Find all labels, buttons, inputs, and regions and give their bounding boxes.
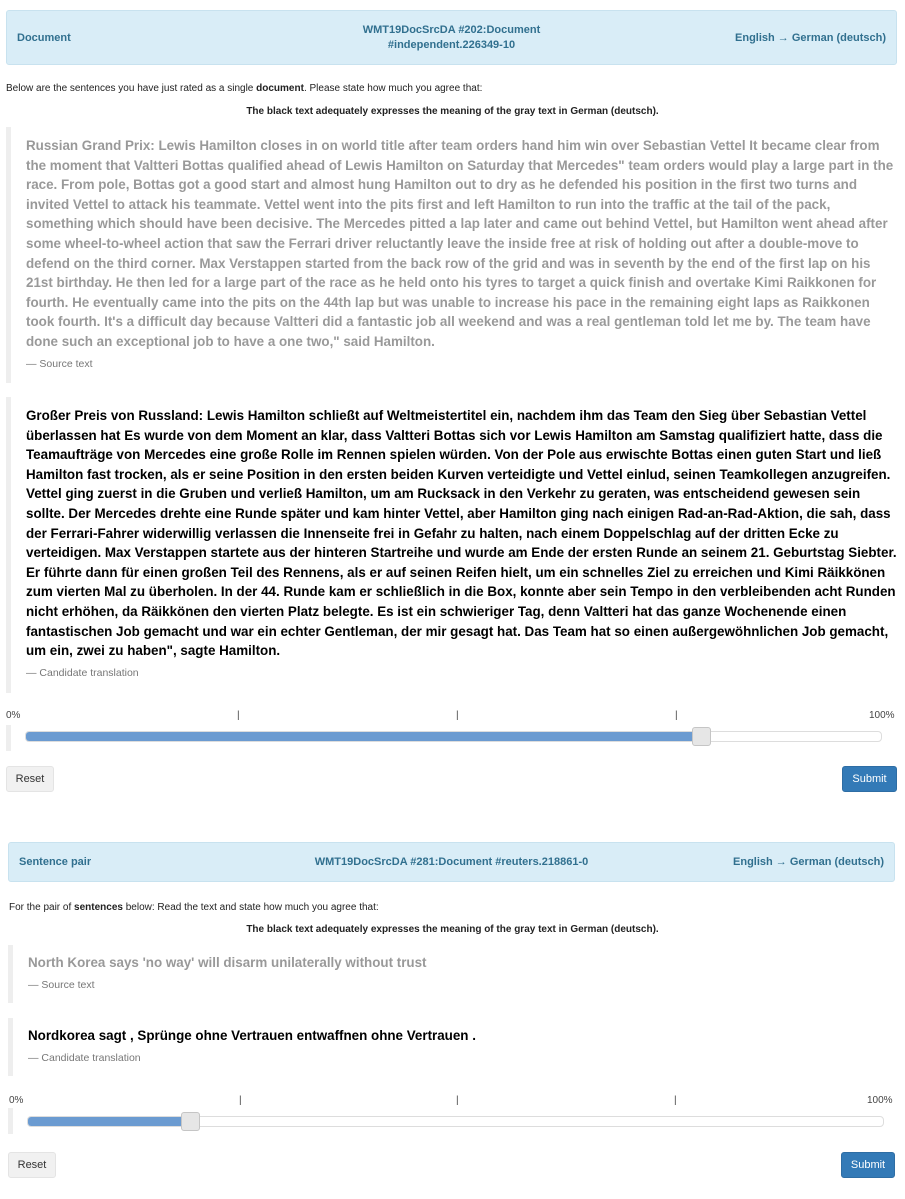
panel2-slider-track[interactable] [27,1116,884,1127]
panel1-slider-min-label: 0% [6,710,21,721]
panel1-instruction [6,83,482,94]
panel1-source-footer: — Source text [26,357,93,370]
panel2-slider-fill [28,1117,190,1126]
panel2-claim: The black text adequately expresses the meaning of the gray text in German (deutsch). [246,924,659,935]
panel1-slider-tick-50: | [456,710,459,721]
panel1-slider-max-label: 100% [869,710,895,721]
panel1-source-text: Russian Grand Prix: Lewis Hamilton closes in on world title after team orders hand him win over Sebastian Vettel It became clear from the moment that Valtteri Bottas qualified ahead of Lewis Hamilton on Saturday that Mercedes" team orders would play a large part in the race. From pole, Bottas got a good start and almost hung Hamilton out to dry as he defended his position in the first two turns and invited Vettel to attack his teammate. Vettel went into the pits first and left Hamilton to run into the traffic at the tail of the pack, something which should have been decisive. The Mercedes pitted a lap later and came out behind Vettel, but Hamilton went ahead after some wheel-to-wheel action that saw the Ferrari driver reluctantly leave the inside free at risk of holding out after a double-move to defend on the third corner. Max Verstappen started from the back row of the grid and was in seventh by the end of the first lap on his 21st birthday. He then led for a large part of the race as he held onto his tyres to target a quick finish and overtake Kimi Raikkonen for fourth. He eventually came into the pits on the 44th lap but was unable to increase his pace in the remaining eight laps as Raikkonen took fourth. It's a difficult day because Valtteri did a fantastic job all weekend and was a real gentleman told let me by. The team have done such an exceptional job to have a one two," said Hamilton. [26,138,894,349]
panel2-source-block [8,945,895,1003]
panel2-header-type: Sentence pair [19,856,92,868]
panel1-slider-track[interactable] [25,731,882,742]
panel1-candidate-block [6,397,898,693]
panel2-slider-tick-25: | [239,1095,242,1106]
panel1-header [6,10,897,65]
panel2-instruction-pre: For the pair of [9,902,75,913]
panel2-header [8,842,895,882]
panel1-slider-container [6,725,897,751]
panel1-instruction-pre: Below are the sentences you have just rated as a single [6,83,257,94]
panel2-slider-container [8,1108,895,1134]
panel2-submit-button[interactable]: Submit [841,1152,895,1178]
panel1-submit-button[interactable]: Submit [842,766,897,792]
panel2-header-language-pair: English → German (deutsch) [733,856,884,868]
panel2-instruction-post: below: Read the text and state how much you agree that: [122,902,379,913]
panel1-instruction-bold: document [256,83,304,94]
panel2-slider-handle[interactable] [181,1112,200,1131]
panel1-instruction-post: . Please state how much you agree that: [303,83,483,94]
panel2-candidate-text: Nordkorea sagt , Sprünge ohne Vertrauen entwaffnen ohne Vertrauen . [28,1028,476,1043]
panel1-reset-button[interactable]: Reset [6,766,54,792]
panel1-header-doc-id-line1: WMT19DocSrcDA #202:Document [362,23,541,36]
panel2-slider-max-label: 100% [867,1095,893,1106]
panel2-instruction [9,902,379,913]
panel1-slider-tick-25: | [237,710,240,721]
panel2-slider-labels [0,1095,905,1109]
panel2-instruction-bold: sentences [74,902,123,913]
panel1-candidate-footer: — Candidate translation [26,666,139,679]
panel1-header-doc-id-line2: #independent.226349-10 [387,38,516,51]
panel2-header-doc-id: WMT19DocSrcDA #281:Document #reuters.218861-0 [314,855,589,868]
panel1-candidate-text: Großer Preis von Russland: Lewis Hamilton schließt auf Weltmeistertitel ein, nachdem ihm das Team den Sieg über Sebastian Vettel überlassen hat Es wurde von dem Moment an klar, dass Valtteri Bottas sich vor Lewis Hamilton am Samstag qualifiziert hatte, dass die Teamaufträge von Mercedes eine große Rolle im Rennen spielen würden. Von der Pole aus erwischte Bottas einen guten Start und ließ Hamilton fast trocken, als er seine Position in den ersten beiden Kurven verteidigte und Vettel einlud, seinen Teamkollegen anzugreifen. Vettel ging zuerst in die Gruben und verließ Hamilton, um am Rucksack in den Verkehr zu geraten, was entscheidend gewesen sein sollte. Der Mercedes drehte eine Runde später und kam hinter Vettel, aber Hamilton ging nach einigen Rad-an-Rad-Aktion, die sah, dass der Ferrari-Fahrer widerwillig verlassen die Innenseite frei in Gefahr zu halten, nach einem Doppelschlag auf der dritten Ecke zu verteidigen. Max Verstappen startete aus der hinteren Startreihe und wurde am Ende der ersten Runde an seinem 21. Geburtstag Siebter. Er führte dann für einen großen Teil des Rennens, als er auf seinen Reifen hielt, um ein schnelles Ziel zu erreichen und Kimi Räikkönen zum vierten Mal zu überholen. In der 44. Runde kam er schließlich in die Box, konnte aber sein Tempo in den verbleibenden acht Runden nicht erhöhen, da Räikkönen den vierten Platz belegte. Es ist ein schwieriger Tag, denn Valtteri hat das ganze Wochenende einen fantastischen Job gemacht und war ein echter Gentleman, der mir gesagt hat. Das Team hat so einen außergewöhnlichen Job gemacht, um ein, zwei zu haben", sagte Hamilton. [26,408,897,659]
panel1-slider-fill [26,732,701,741]
panel2-source-text: North Korea says 'no way' will disarm unilaterally without trust [28,955,427,970]
panel2-candidate-block [8,1018,895,1076]
panel1-header-type: Document [17,31,71,44]
panel1-claim: The black text adequately expresses the meaning of the gray text in German (deutsch). [246,106,659,117]
panel2-reset-button[interactable]: Reset [8,1152,56,1178]
panel2-source-footer: — Source text [28,978,95,991]
panel1-slider-labels [0,710,905,724]
panel2-slider-tick-50: | [456,1095,459,1106]
panel2-slider-tick-75: | [674,1095,677,1106]
panel2-slider-min-label: 0% [9,1095,24,1106]
panel1-slider-tick-75: | [675,710,678,721]
panel1-source-block [6,127,898,383]
panel2-candidate-footer: — Candidate translation [28,1051,141,1064]
panel1-slider-handle[interactable] [692,727,711,746]
panel1-header-language-pair: English → German (deutsch) [735,31,886,44]
